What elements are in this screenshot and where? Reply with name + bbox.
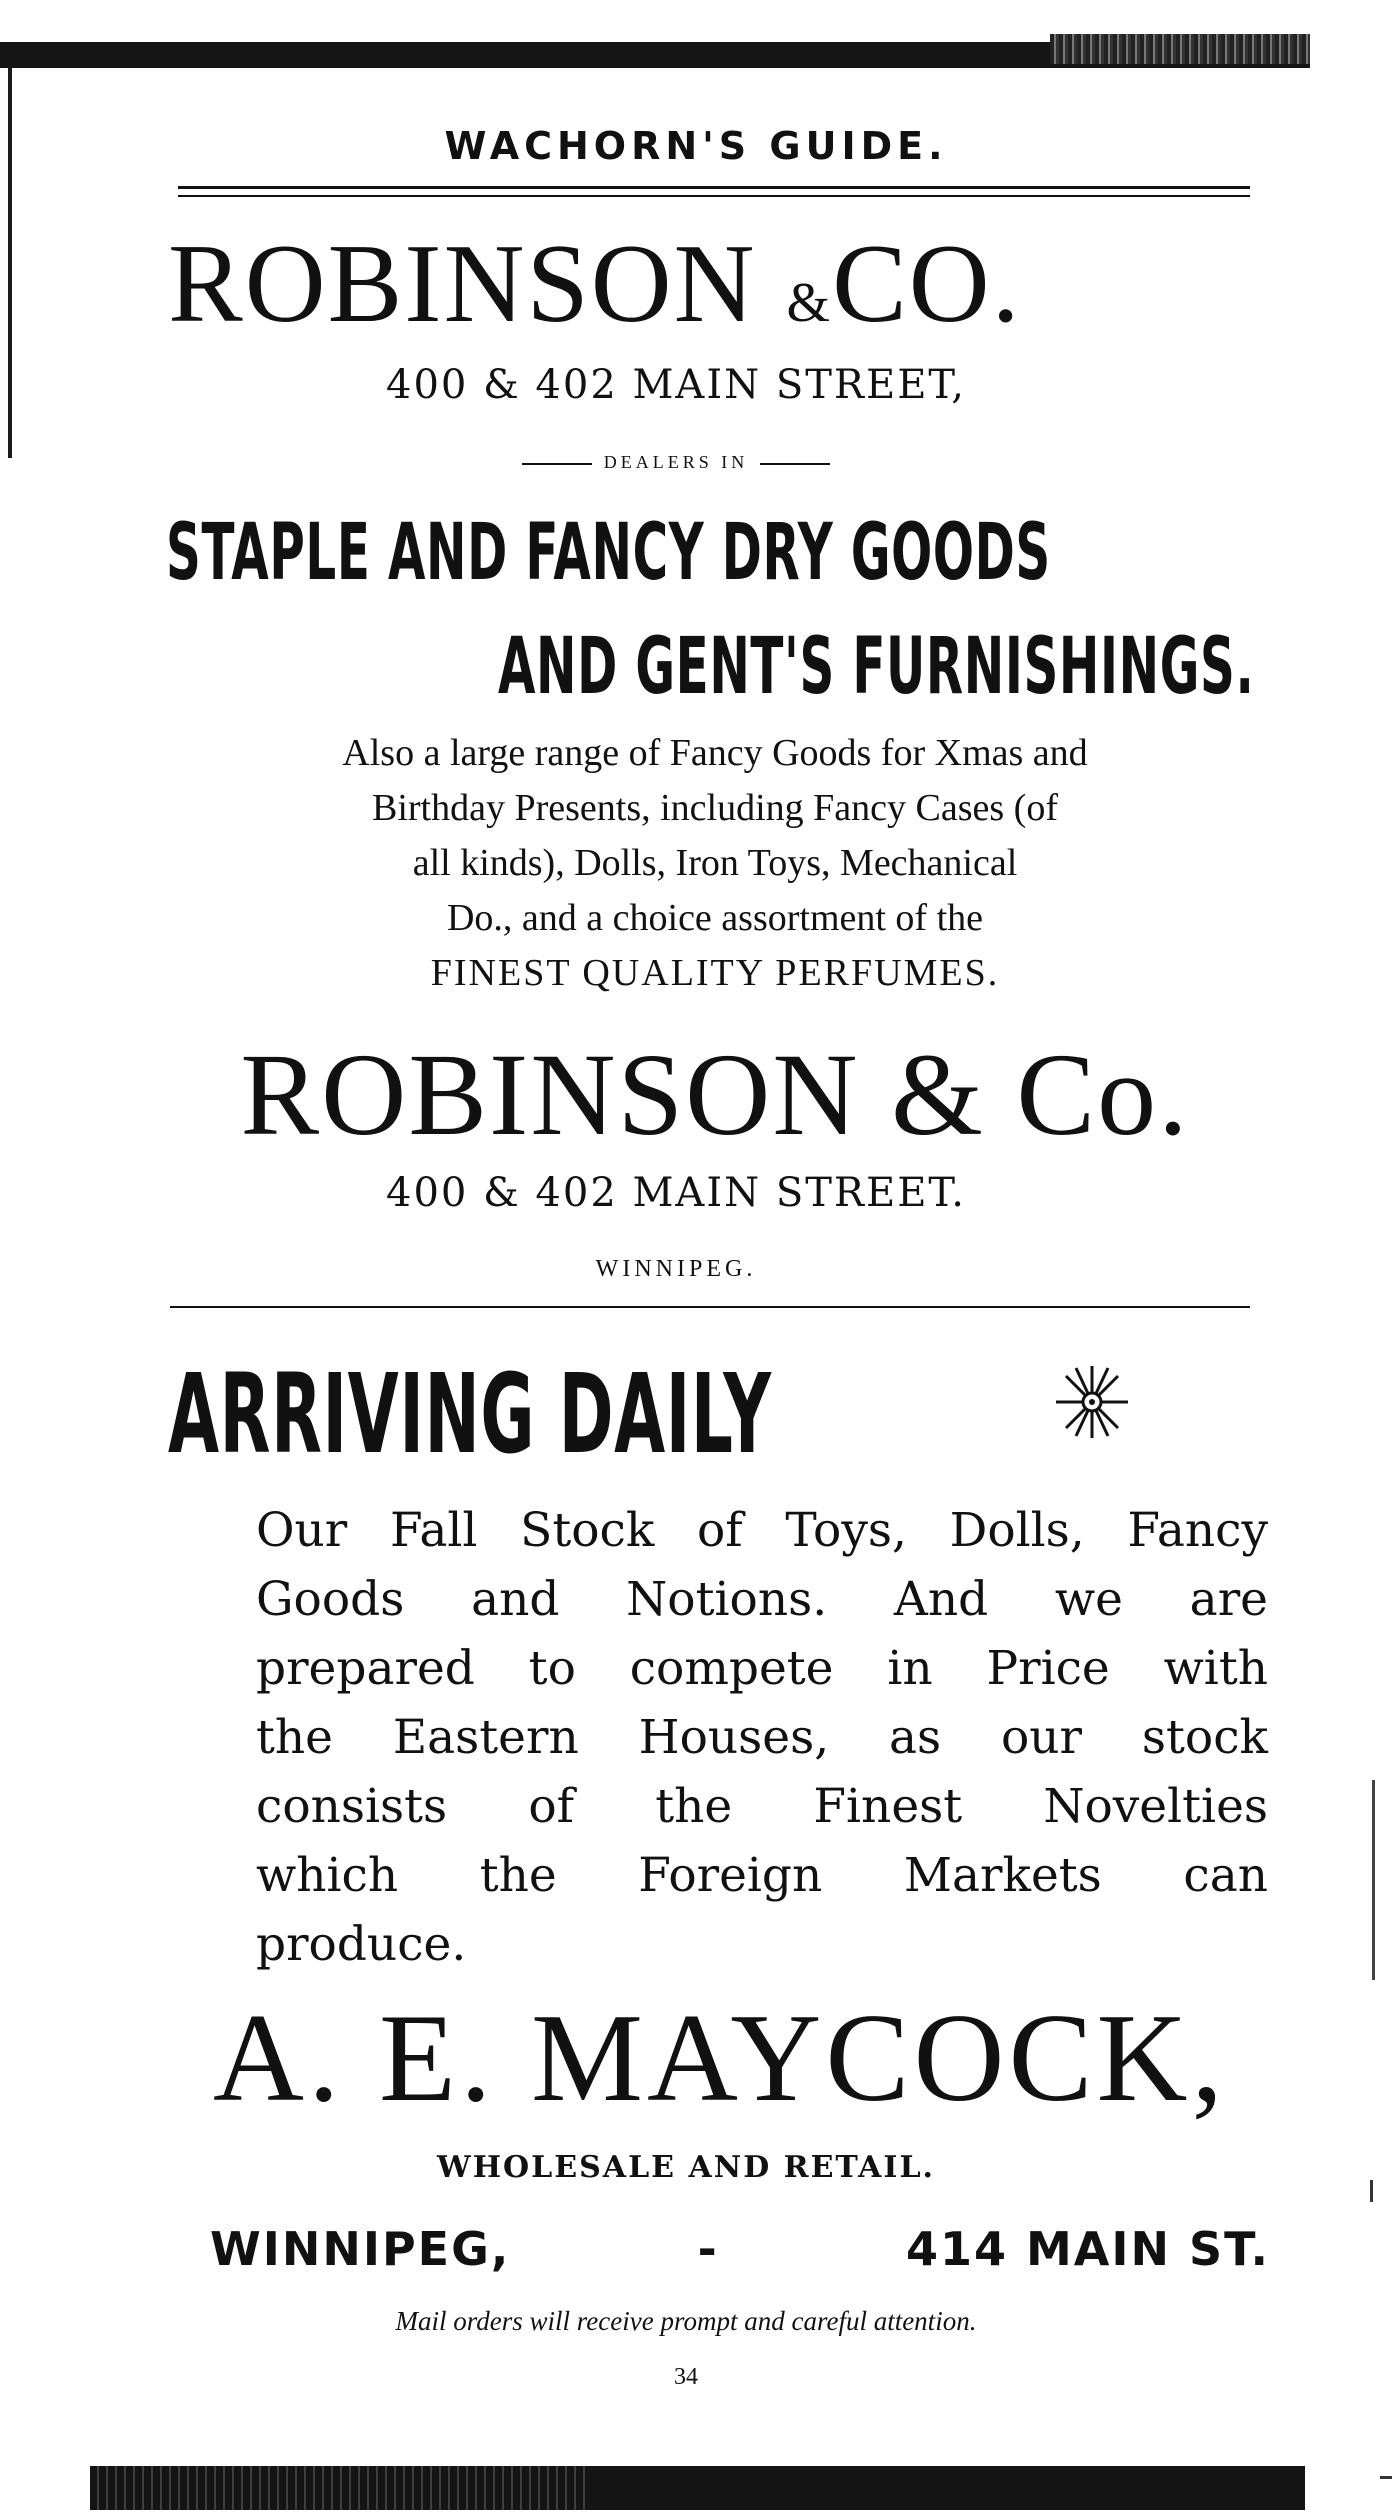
paragraph-line: consists of the Finest Novelties	[256, 1779, 1268, 1834]
header-rule-bottom	[178, 195, 1250, 197]
robinson-name-co: CO.	[832, 222, 1022, 346]
arriving-daily-headline: ARRIVING DAILY	[168, 1350, 772, 1478]
robinson-address-repeat: 400 & 402 MAIN STREET.	[386, 1170, 966, 1216]
dealers-in-label: DEALERS IN	[603, 452, 749, 472]
robinson-city: WINNIPEG.	[595, 1256, 757, 1282]
robinson-name-amp: &	[786, 272, 833, 334]
wholesale-retail-tagline: WHOLESALE AND RETAIL.	[437, 2150, 935, 2185]
paragraph-line: prepared to compete in Price with	[256, 1641, 1268, 1696]
dealers-right-dash	[760, 463, 830, 465]
maycock-street-address: 414 MAIN ST.	[905, 2222, 1270, 2276]
page-header-title: WACHORN'S GUIDE.	[444, 124, 948, 168]
robinson-name-heading	[168, 222, 1022, 346]
paragraph-line: Goods and Notions. And we are	[256, 1572, 1268, 1627]
star-burst-icon	[1052, 1362, 1132, 1442]
robinson-address: 400 & 402 MAIN STREET,	[386, 362, 966, 408]
mail-orders-note: Mail orders will receive prompt and careful attention.	[395, 2306, 977, 2336]
maycock-address-line	[210, 2222, 1270, 2276]
right-edge-mark	[1372, 1780, 1375, 1980]
paragraph-line: the Eastern Houses, as our stock	[256, 1710, 1268, 1765]
paragraph-line: produce.	[256, 1917, 467, 1972]
description-line: all kinds), Dolls, Iron Toys, Mechanical	[412, 842, 1018, 884]
dealers-in-line	[0, 452, 1372, 473]
top-border-bar	[0, 42, 1310, 68]
paragraph-line: which the Foreign Markets can	[256, 1848, 1268, 1903]
maycock-name-heading: A. E. MAYCOCK,	[213, 1989, 1227, 2128]
page-number: 34	[674, 2364, 698, 2390]
robinson-description	[160, 726, 1270, 1001]
headline-staple-goods: STAPLE AND FANCY DRY GOODS	[166, 508, 1051, 598]
maycock-description	[256, 1496, 1268, 1979]
robinson-name-repeat: ROBINSON & Co.	[240, 1029, 1190, 1160]
right-edge-dash	[1380, 2476, 1392, 2479]
maycock-city: WINNIPEG,	[210, 2222, 511, 2276]
section-divider	[170, 1306, 1250, 1308]
header-rule-top	[178, 186, 1250, 189]
description-line: Do., and a choice assortment of the	[446, 897, 984, 939]
description-line: Also a large range of Fancy Goods for Xmas and	[342, 732, 1088, 774]
headline-gents-furnishings: AND GENT'S FURNISHINGS.	[498, 622, 1255, 712]
paragraph-line: Our Fall Stock of Toys, Dolls, Fancy	[256, 1503, 1268, 1558]
description-line: Birthday Presents, including Fancy Cases (of	[371, 787, 1058, 829]
robinson-name-main: ROBINSON	[168, 222, 757, 346]
description-line: FINEST QUALITY PERFUMES.	[430, 952, 1000, 994]
dealers-left-dash	[522, 463, 592, 465]
address-separator: -	[697, 2222, 719, 2276]
bottom-border-bar	[90, 2466, 1305, 2510]
